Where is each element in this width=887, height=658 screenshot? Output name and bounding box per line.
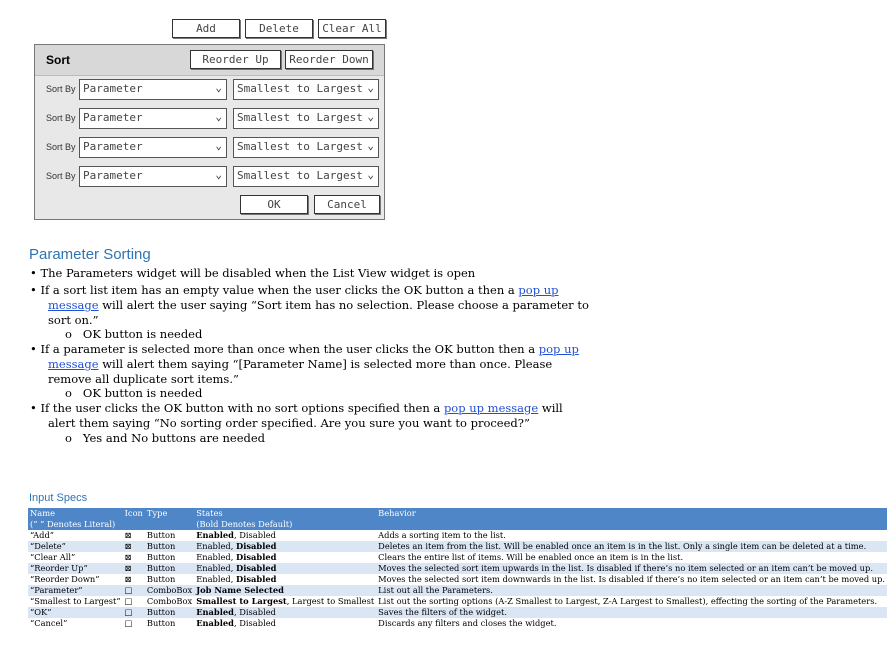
pop-up-message-link[interactable]: pop up message: [443, 401, 539, 415]
chevron-down-icon: ⌄: [215, 139, 222, 152]
input-specs-table: [28, 508, 887, 629]
cell-behavior: Discards any filters and closes the widget.: [378, 618, 557, 628]
checkbox-x-icon: ⊠: [124, 574, 132, 584]
cell-states: Enabled, Disabled: [196, 618, 276, 628]
reorder-down-button[interactable]: Reorder Down: [285, 50, 373, 69]
parameter-sorting-heading: Parameter Sorting: [29, 246, 151, 263]
bullet-1: • The Parameters widget will be disabled when the List View widget is open: [30, 266, 476, 280]
order-combobox[interactable]: [233, 137, 379, 158]
table-row: [28, 552, 887, 563]
cell-name: “OK”: [28, 607, 123, 618]
reorder-up-button[interactable]: Reorder Up: [190, 50, 281, 69]
parameter-combobox[interactable]: [79, 108, 227, 129]
parameter-value: Parameter: [83, 169, 143, 182]
cell-name: “Delete”: [28, 541, 123, 552]
ok-button[interactable]: OK: [240, 195, 308, 214]
parameter-combobox[interactable]: [79, 137, 227, 158]
chevron-down-icon: ⌄: [367, 139, 374, 152]
bullet-3-sub: o OK button is needed: [65, 386, 203, 400]
header-icon: Icon: [123, 508, 145, 530]
cell-behavior: Adds a sorting item to the list.: [378, 530, 506, 540]
table-row: [28, 596, 887, 607]
bullet-3-text: If a parameter is selected more than once when the user clicks the OK button then a: [40, 342, 539, 356]
cell-type: Button: [146, 552, 176, 562]
checkbox-x-icon: ⊠: [123, 541, 145, 552]
cell-states: Enabled, Disabled: [196, 574, 277, 584]
table-row: [28, 618, 887, 629]
table-header-row: [28, 508, 887, 530]
cell-states: Job Name Selected: [194, 585, 376, 596]
bullet-3-text-end: remove all duplicate sort items.”: [48, 372, 239, 386]
parameter-combobox[interactable]: [79, 166, 227, 187]
table-row: [28, 574, 887, 585]
cell-states: Enabled, Disabled: [196, 530, 276, 540]
sort-by-label: Sort By: [46, 84, 76, 94]
cell-name: “Add”: [30, 530, 55, 540]
bullet-1-text: The Parameters widget will be disabled when the List View widget is open: [40, 266, 476, 280]
bullet-2-text: If a sort list item has an empty value when the user clicks the OK button a then a: [40, 283, 519, 297]
cancel-button[interactable]: Cancel: [314, 195, 380, 214]
bullet-2: • If a sort list item has an empty value when the user clicks the OK button a then a pop up: [30, 283, 559, 297]
cell-behavior: Deletes an item from the list. Will be enabled once an item is in the list. Only a single item can be deleted at a time.: [376, 541, 887, 552]
cell-states: Enabled, Disabled: [194, 541, 376, 552]
cell-states: Enabled, Disabled: [196, 552, 277, 562]
checkbox-empty-icon: □: [123, 585, 145, 596]
checkbox-x-icon: ⊠: [124, 552, 132, 562]
cell-type: Button: [145, 541, 194, 552]
cell-states: Enabled, Disabled: [194, 563, 376, 574]
bullet-4-text-cont: will: [538, 401, 563, 415]
header-states: States (Bold Denotes Default): [194, 508, 376, 530]
bullet-4-text: If the user clicks the OK button with no sort options specified then a: [40, 401, 444, 415]
checkbox-x-icon: ⊠: [123, 563, 145, 574]
cell-type: ComboBox: [146, 585, 193, 595]
parameter-value: Parameter: [83, 140, 143, 153]
sort-panel: [34, 44, 385, 220]
bullet-2-line-2: [48, 298, 589, 313]
bullet-4: • If the user clicks the OK button with no sort options specified then a pop up message will: [30, 401, 563, 415]
cell-type: Button: [146, 574, 176, 584]
cell-behavior: Saves the filters of the widget.: [376, 607, 887, 618]
header-name: Name (“ ” Denotes Literal): [28, 508, 123, 530]
cell-name: “Cancel”: [30, 618, 68, 628]
delete-button[interactable]: Delete: [245, 19, 313, 38]
bullet-2-sub: o OK button is needed: [65, 327, 203, 341]
bullet-2-sub-text: OK button is needed: [82, 327, 203, 341]
chevron-down-icon: ⌄: [367, 110, 374, 123]
table-row: [28, 563, 887, 574]
pop-up-link[interactable]: pop up: [538, 342, 579, 356]
bullet-3-line-2: [48, 357, 552, 372]
chevron-down-icon: ⌄: [215, 110, 222, 123]
bullet-2-text-cont: will alert the user saying “Sort item has no selection. Please choose a parameter to: [98, 298, 589, 312]
chevron-down-icon: ⌄: [367, 168, 374, 181]
cell-name: “Reorder Up”: [28, 563, 123, 574]
cell-states: Smallest to Largest, Largest to Smallest: [196, 596, 375, 606]
order-value: Smallest to Largest: [237, 82, 363, 95]
bullet-4-sub: o Yes and No buttons are needed: [65, 431, 266, 445]
cell-name: “Reorder Down”: [30, 574, 100, 584]
bullet-3: • If a parameter is selected more than once when the user clicks the OK button then a pop up: [30, 342, 579, 356]
order-value: Smallest to Largest: [237, 169, 363, 182]
checkbox-x-icon: ⊠: [124, 530, 132, 540]
cell-name: “Parameter”: [28, 585, 123, 596]
clear-all-button[interactable]: Clear All: [318, 19, 386, 38]
chevron-down-icon: ⌄: [367, 81, 374, 94]
cell-behavior: Clears the entire list of items. Will be enabled once an item is in the list.: [378, 552, 684, 562]
bullet-3-text-cont: will alert them saying “[Parameter Name] is selected more than once. Please: [98, 357, 553, 371]
input-specs-heading: Input Specs: [29, 492, 88, 504]
pop-up-link[interactable]: pop up: [518, 283, 559, 297]
checkbox-empty-icon: □: [123, 607, 145, 618]
checkbox-empty-icon: □: [124, 618, 133, 628]
header-behavior: Behavior: [376, 508, 887, 530]
cell-name: “Clear All”: [30, 552, 76, 562]
sort-by-label: Sort By: [46, 113, 76, 123]
order-value: Smallest to Largest: [237, 111, 363, 124]
table-row: [28, 585, 887, 596]
sort-by-label: Sort By: [46, 142, 76, 152]
order-value: Smallest to Largest: [237, 140, 363, 153]
table-row: [28, 541, 887, 552]
cell-type: Button: [146, 618, 176, 628]
cell-type: ComboBox: [146, 596, 193, 606]
cell-behavior: List out all the Parameters.: [376, 585, 887, 596]
order-combobox[interactable]: [233, 108, 379, 129]
order-combobox[interactable]: [233, 166, 379, 187]
message-link[interactable]: message: [48, 357, 99, 371]
checkbox-empty-icon: □: [124, 596, 133, 606]
sort-title: Sort: [46, 53, 70, 67]
cell-type: Button: [145, 563, 194, 574]
chevron-down-icon: ⌄: [215, 81, 222, 94]
bullet-4-sub-text: Yes and No buttons are needed: [82, 431, 266, 445]
order-combobox[interactable]: [233, 79, 379, 100]
bullet-2-text-end: sort on.”: [48, 313, 99, 327]
add-button[interactable]: Add: [172, 19, 240, 38]
parameter-value: Parameter: [83, 82, 143, 95]
parameter-value: Parameter: [83, 111, 143, 124]
bullet-4-line-2: [48, 416, 530, 431]
cell-type: Button: [145, 607, 194, 618]
cell-behavior: List out the sorting options (A-Z Smallest to Largest, Z-A Largest to Smallest), effecting the sorting of the Parameters.: [378, 596, 878, 606]
parameter-combobox[interactable]: [79, 79, 227, 100]
chevron-down-icon: ⌄: [215, 168, 222, 181]
cell-behavior: Moves the selected sort item downwards in the list. Is disabled if there’s no item selected or an item can’t be moved up.: [378, 574, 886, 584]
cell-type: Button: [146, 530, 176, 540]
header-type: Type: [145, 508, 194, 530]
bullet-3-line-3: [48, 372, 239, 387]
table-row: [28, 530, 887, 541]
cell-behavior: Moves the selected sort item upwards in the list. Is disabled if there’s no item selected or an item can’t be moved up.: [376, 563, 887, 574]
bullet-3-sub-text: OK button is needed: [82, 386, 203, 400]
bullet-2-line-3: [48, 313, 98, 328]
message-link[interactable]: message: [48, 298, 99, 312]
sort-by-label: Sort By: [46, 171, 76, 181]
table-row: [28, 607, 887, 618]
cell-name: “Smallest to Largest”: [30, 596, 121, 606]
cell-states: Enabled, Disabled: [194, 607, 376, 618]
bullet-4-text-end: alert them saying “No sorting order specified. Are you sure you want to proceed?”: [48, 416, 530, 430]
